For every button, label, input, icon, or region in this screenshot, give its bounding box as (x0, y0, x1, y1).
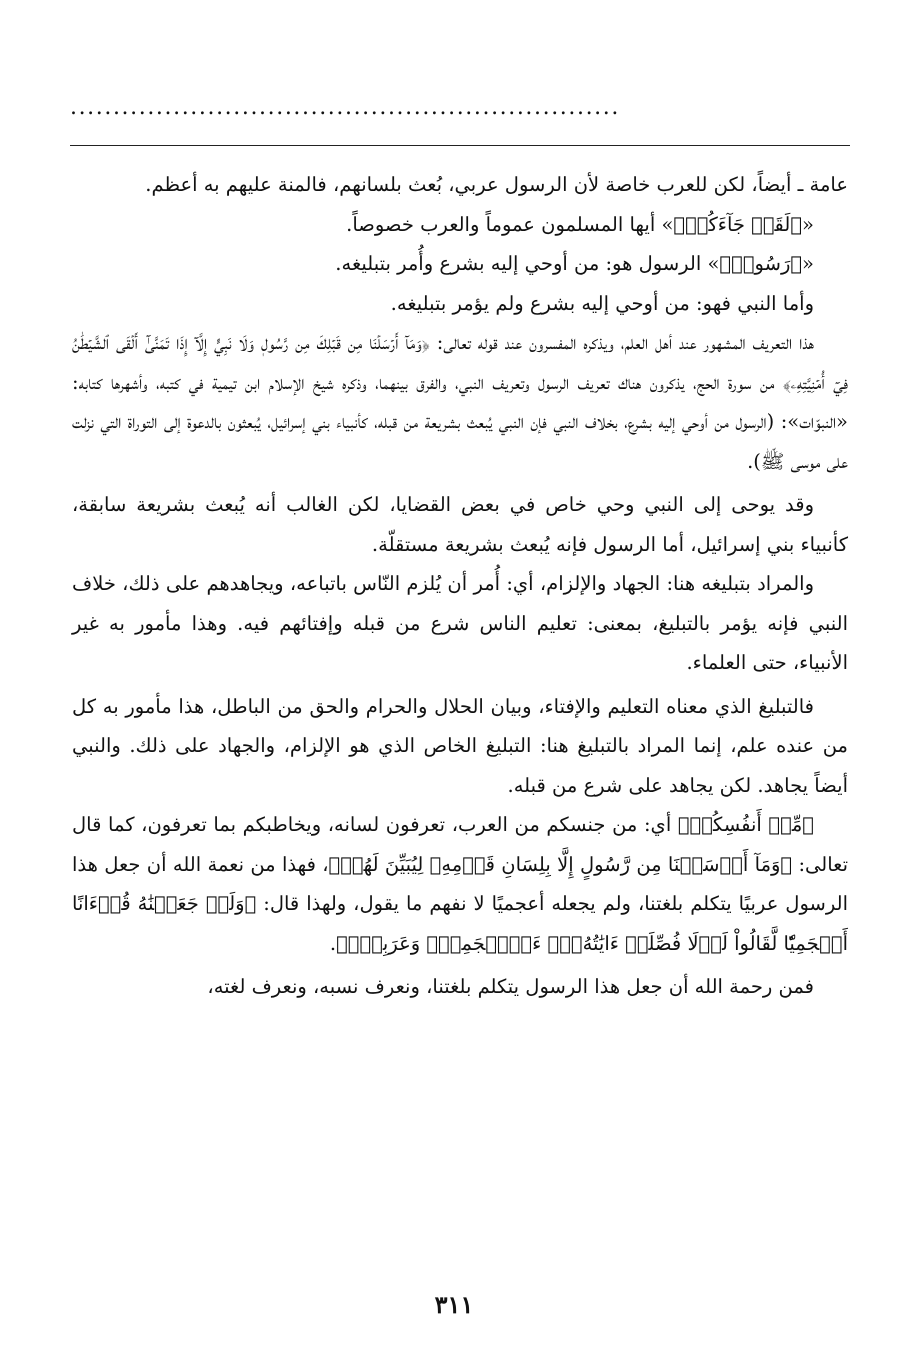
paragraph: هذا التعريف المشهور عند أهل العلم، ويذكره المفسرون عند قوله تعالى: ﴿وَمَآ أَرۡسَلۡنَا مِن قَبۡلِكَ مِن رَّسُولٖ وَلَا نَبِيٍّ إِلَّآ إِذَا تَمَنَّىٰٓ أَلۡقَى ٱلشَّيۡطَٰنُ فِيٓ أُمۡنِيَّتِهِۦ﴾ من سورة الحج، يذكرون هناك تعريف الرسول وتعريف النبي، والفرق بينهما، وذكره شيخ الإسلام ابن تيمية في كتبه، وأشهرها كتابه: «النبوّات»: (الرسول من أوحي إليه بشرع، بخلاف النبي فإن النبي يُبعث بشريعة من قبله، كأنبياء بني إسرائيل، يُبعثون بالدعوة إلى التوراة التي نزلت على موسى ﷺ). (72, 331, 848, 473)
page-body (72, 165, 848, 1007)
paragraph: عامة ـ أيضاً، لكن للعرب خاصة لأن الرسول عربي، بُعث بلسانهم، فالمنة عليهم به أعظم. (145, 173, 848, 196)
paragraph: وقد يوحى إلى النبي وحي خاص في بعض القضايا، لكن الغالب أنه يُبعث بشريعة سابقة، كأنبياء بني إسرائيل، أما الرسول فإنه يُبعث بشريعة مستقلّة. (72, 493, 848, 556)
paragraph: «﴿لَقَدۡ جَآءَكُمۡ﴾» أيها المسلمون عموماً والعرب خصوصاً. (346, 212, 814, 236)
header-rule (70, 145, 850, 146)
paragraph: «﴿رَسُولٞ﴾» الرسول هو: من أوحي إليه بشرع وأُمر بتبليغه. (335, 252, 814, 275)
paragraph: فالتبليغ الذي معناه التعليم والإفتاء، وبيان الحلال والحرام والحق من الباطل، هذا مأمور به كل من عنده علم، إنما المراد بالتبليغ هنا: التبليغ الخاص الذي هو الإلزام، والجهاد على ذلك. والنبي أيضاً يجاهد. لكن يجاهد على شرع من قبله. (72, 694, 848, 797)
page-number: ٣١١ (434, 1290, 474, 1319)
header-dotted-line: ................................................................ (70, 98, 620, 118)
paragraph: والمراد بتبليغه هنا: الجهاد والإلزام، أي: أُمر أن يُلزم النّاس باتباعه، ويجاهدهم على ذلك، خلاف النبي فإنه يؤمر بالتبليغ، بمعنى: تعليم الناس شرع من قبله وإفتائهم فيه. وهذا مأمور به غير الأنبياء، حتى العلماء. (72, 572, 848, 674)
paragraph: ﴿مِّنۡ أَنفُسِكُمۡ﴾ أي: من جنسكم من العرب، تعرفون لسانه، ويخاطبكم بما تعرفون، كما قال تعالى: ﴿وَمَآ أَرۡسَلۡنَا مِن رَّسُولٍ إِلَّا بِلِسَانِ قَوۡمِهِۦ لِيُبَيِّنَ لَهُمۡ﴾، فهذا من نعمة الله أن جعل هذا الرسول عربيًا يتكلم بلغتنا، ولم يجعله أعجميًا لا نفهم ما يقول، ولهذا قال: ﴿وَلَوۡ جَعَلۡنَٰهُ قُرۡءَانًا أَعۡجَمِيّٗا لَّقَالُواْ لَوۡلَا فُصِّلَتۡ ءَايَٰتُهُۥٓۖ ءَا۬عۡجَمِيّٞ وَعَرَبِيّٞ﴾. (72, 813, 848, 955)
paragraph: فمن رحمة الله أن جعل هذا الرسول يتكلم بلغتنا، ونعرف نسبه، ونعرف لغته، (207, 975, 814, 998)
paragraph: وأما النبي فهو: من أوحي إليه بشرع ولم يؤمر بتبليغه. (390, 291, 814, 315)
